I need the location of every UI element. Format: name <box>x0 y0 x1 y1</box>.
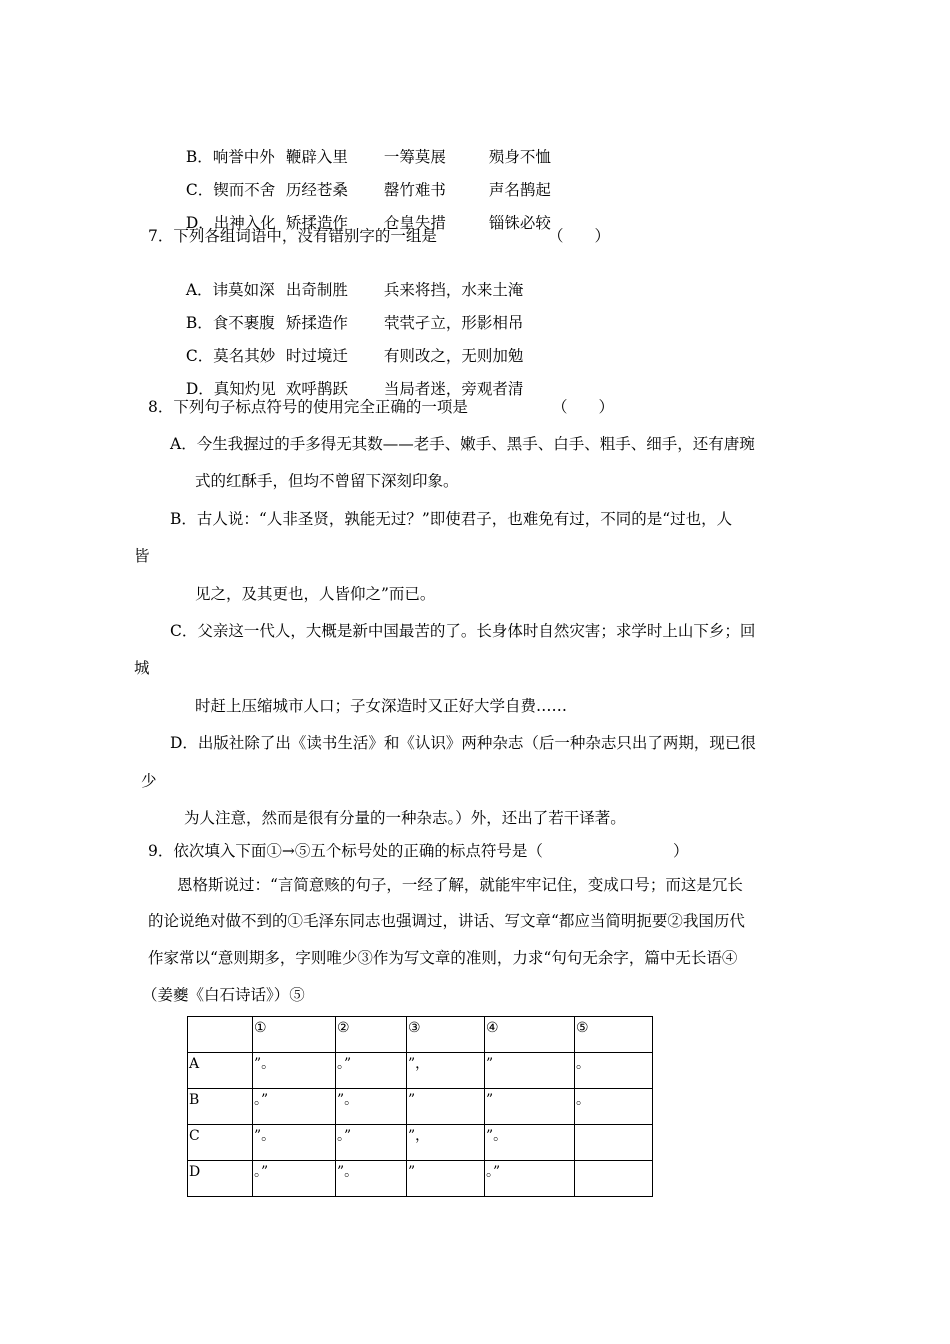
table-cell <box>575 1125 653 1161</box>
table-cell: C <box>188 1125 253 1161</box>
table-header-row <box>188 1017 653 1053</box>
q8-option-c-line1: C．父亲这一代人，大概是新中国最苦的了。长身体时自然灾害；求学时上山下乡；回 <box>170 622 756 640</box>
q8-option-b-line1: B．古人说：“人非圣贤，孰能无过？”即使君子，也难免有过，不同的是“过也，人 <box>170 510 733 528</box>
q8-option-a-line1: A．今生我握过的手多得无其数——老手、嫩手、黑手、白手、粗手、细手，还有唐琬 <box>170 435 755 453</box>
q8-answer-paren: （ ） <box>552 398 615 416</box>
q7-stem: 7．下列各组词语中，没有错别字的一组是 <box>148 227 437 245</box>
table-cell: ” <box>485 1089 575 1125</box>
table-cell: ” <box>407 1089 485 1125</box>
table-cell: ”。 <box>253 1053 336 1089</box>
q7-option-b: B．食不裹腹 矫揉造作 茕茕孑立，形影相吊 <box>185 314 524 332</box>
table-row <box>188 1125 653 1161</box>
q8-option-b-wrap: 皆 <box>134 547 150 565</box>
q8-option-c-line2: 时赶上压缩城市人口；子女深造时又正好大学自费…… <box>195 697 568 715</box>
q8-option-b-line2: 见之，及其更也，人皆仰之”而已。 <box>195 585 436 603</box>
table-cell <box>575 1161 653 1197</box>
q8-option-a-line2: 式的红酥手，但均不曾留下深刻印象。 <box>195 472 459 490</box>
q9-answer-paren-close: ） <box>673 842 689 860</box>
q7-option-c: C．莫名其妙 时过境迁 有则改之，无则加勉 <box>185 347 524 365</box>
q8-option-d-wrap: 少 <box>141 772 157 790</box>
q8-option-d-line2: 为人注意，然而是很有分量的一种杂志。）外，还出了若干译著。 <box>184 809 626 827</box>
table-cell: ① <box>253 1017 336 1053</box>
q7-answer-paren: （ ） <box>548 227 611 245</box>
q6-option-b: B．响誉中外 鞭辟入里 一筹莫展 殒身不恤 <box>185 148 551 166</box>
table-cell: ”。 <box>336 1089 407 1125</box>
table-row <box>188 1053 653 1089</box>
table-cell: A <box>188 1053 253 1089</box>
table-row <box>188 1089 653 1125</box>
table-cell: ” <box>485 1053 575 1089</box>
table-cell: ③ <box>407 1017 485 1053</box>
table-cell: B <box>188 1089 253 1125</box>
q7-option-a: A．讳莫如深 出奇制胜 兵来将挡，水来土淹 <box>185 281 524 299</box>
q6-option-c: C．锲而不舍 历经苍桑 罄竹难书 声名鹊起 <box>185 181 551 199</box>
table-cell: ④ <box>485 1017 575 1053</box>
q8-option-d-line1: D．出版社除了出《读书生活》和《认识》两种杂志（后一种杂志只出了两期，现已很 <box>170 734 756 752</box>
q9-passage-line1: 恩格斯说过：“言简意赅的句子，一经了解，就能牢牢记住，变成口号；而这是冗长 <box>177 876 743 894</box>
q7-option-d: D．真知灼见 欢呼鹊跃 当局者迷，旁观者清 <box>185 380 524 398</box>
q6-option-d: D．出神入化 矫揉造作 仓皇失措 锱铢必较 <box>185 214 551 232</box>
table-cell: 。 <box>575 1089 653 1125</box>
q8-stem: 8．下列句子标点符号的使用完全正确的一项是 <box>148 398 468 416</box>
table-cell: D <box>188 1161 253 1197</box>
q9-passage-line4: （姜夔《白石诗话》）⑤ <box>142 986 305 1004</box>
q9-answer-table <box>187 1016 653 1197</box>
q9-stem: 9．依次填入下面①→⑤五个标号处的正确的标点符号是（ <box>148 842 543 860</box>
table-cell: ⑤ <box>575 1017 653 1053</box>
table-cell: ”。 <box>485 1125 575 1161</box>
table-cell <box>188 1017 253 1053</box>
q8-option-c-wrap: 城 <box>134 659 150 677</box>
q9-passage-line2: 的论说绝对做不到的①毛泽东同志也强调过，讲话、写文章“都应当简明扼要②我国历代 <box>148 912 745 930</box>
table-cell: ”， <box>407 1053 485 1089</box>
table-row <box>188 1161 653 1197</box>
table-cell: ”。 <box>253 1125 336 1161</box>
q9-passage-line3: 作家常以“意则期多，字则唯少③作为写文章的准则，力求“句句无余字，篇中无长语④ <box>148 949 738 967</box>
table-cell: ”， <box>407 1125 485 1161</box>
table-cell: ”。 <box>336 1161 407 1197</box>
table-cell: ” <box>407 1161 485 1197</box>
table-cell: 。 <box>575 1053 653 1089</box>
table-cell: 。” <box>253 1161 336 1197</box>
table-cell: 。” <box>336 1125 407 1161</box>
table-cell: 。” <box>253 1089 336 1125</box>
table-cell: ② <box>336 1017 407 1053</box>
table-cell: 。” <box>336 1053 407 1089</box>
table-cell: 。” <box>485 1161 575 1197</box>
